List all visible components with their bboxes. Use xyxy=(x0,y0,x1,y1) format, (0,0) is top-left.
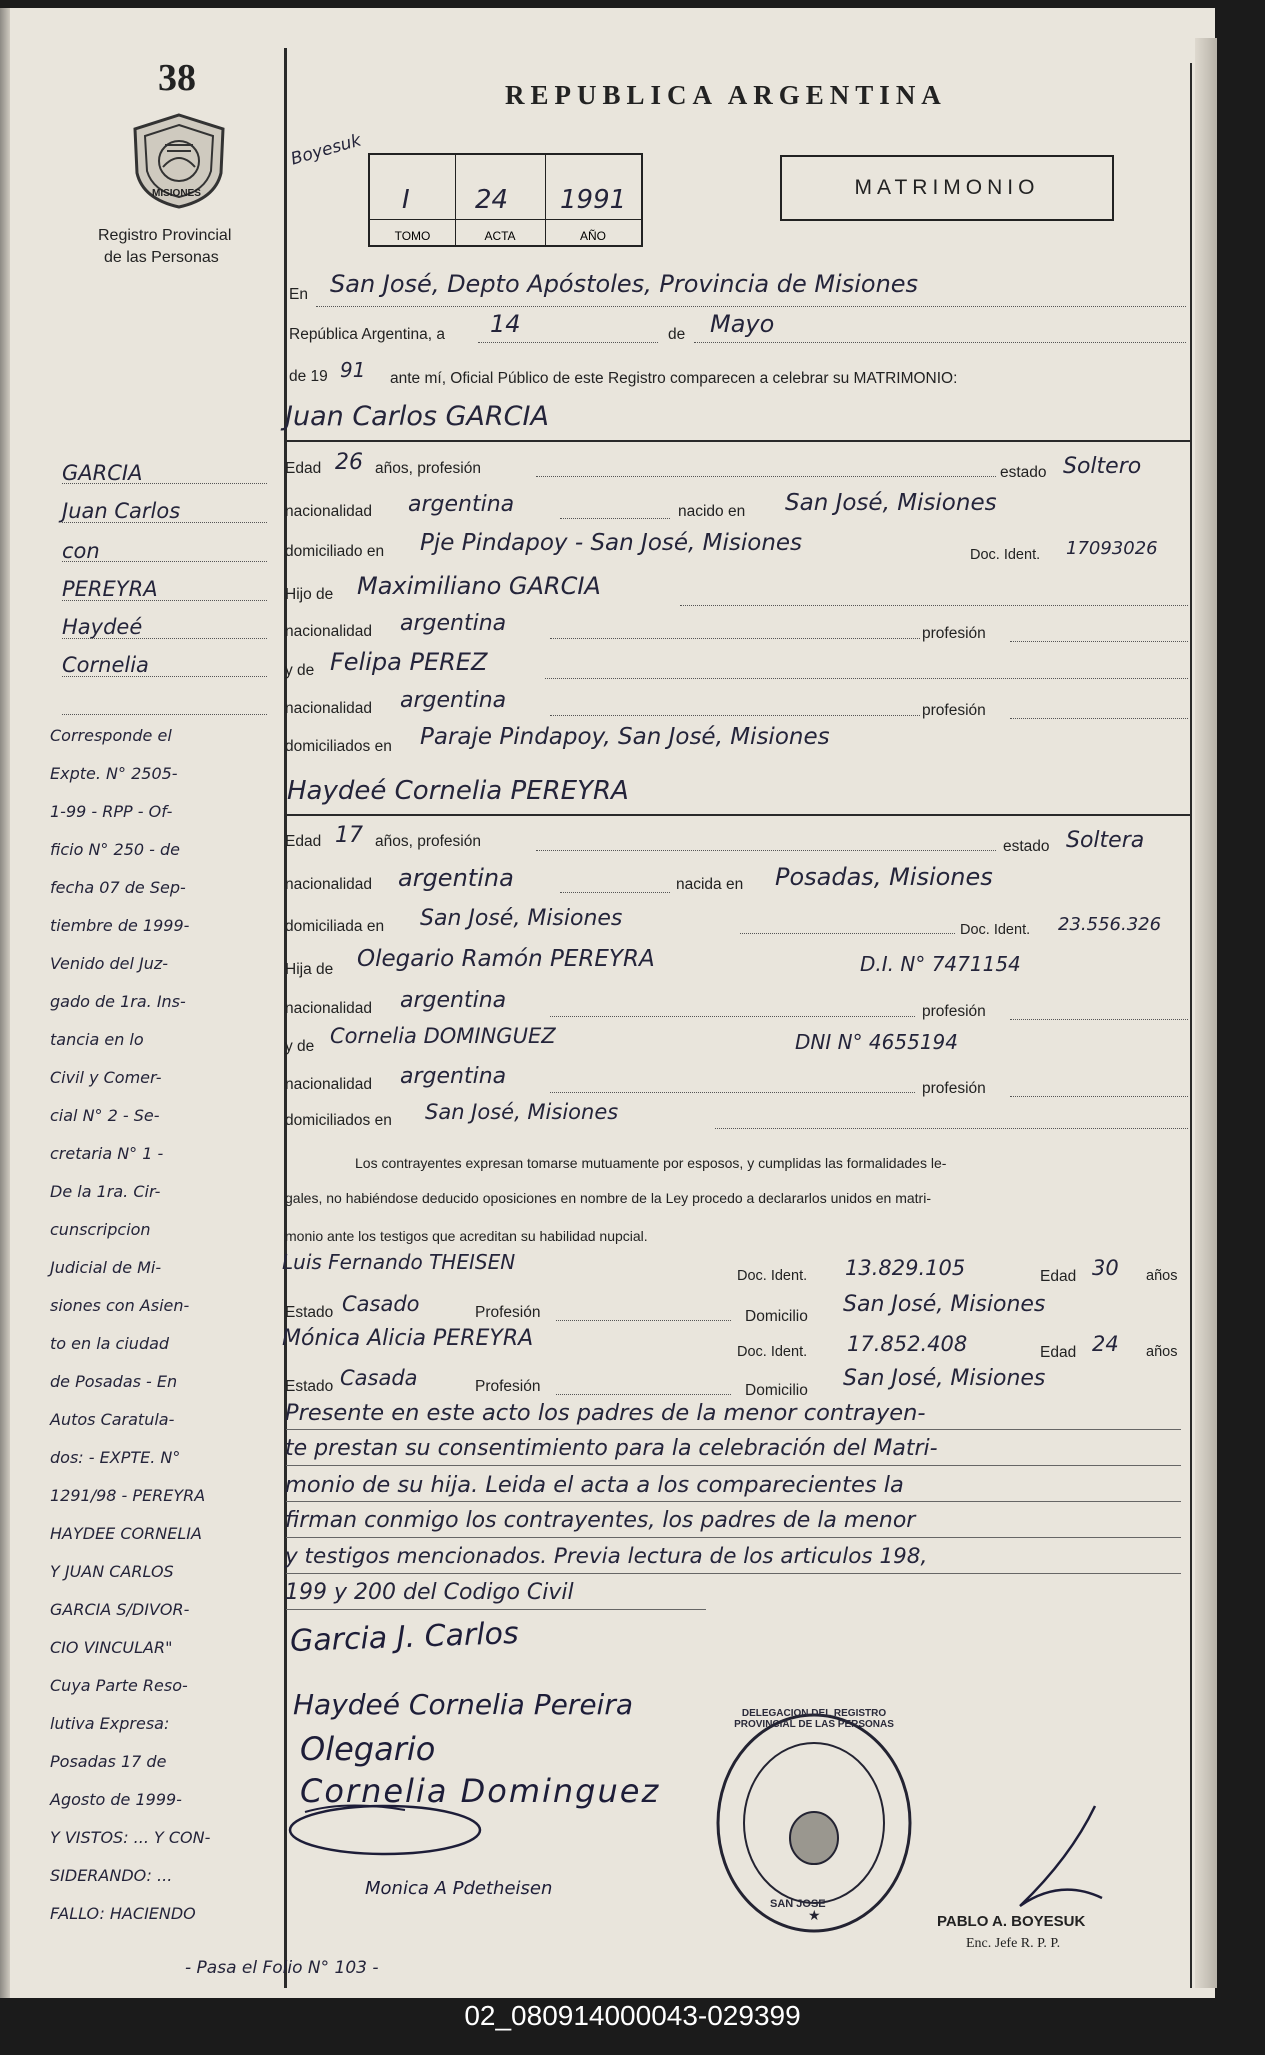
witness1-name: Luis Fernando THEISEN xyxy=(282,1250,516,1274)
bride-mother-doc: DNI N° 4655194 xyxy=(795,1030,959,1054)
bride-nat-label: nacionalidad xyxy=(285,876,373,893)
margin-note-line: cunscripcion xyxy=(50,1220,151,1239)
svg-text:★: ★ xyxy=(808,1907,821,1923)
bride-prof-label: años, profesión xyxy=(375,833,481,850)
witness2-age: 24 xyxy=(1092,1332,1119,1356)
bride-name: Haydeé Cornelia PEREYRA xyxy=(287,776,629,806)
bride-mother-nat: argentina xyxy=(400,1064,507,1089)
right-rule xyxy=(1190,63,1192,1988)
margin-note-line: 1291/98 - PEREYRA xyxy=(50,1486,206,1505)
margin-name: PEREYRA xyxy=(62,577,158,601)
margin-note-line: SIDERANDO: ... xyxy=(50,1866,173,1885)
margin-note-line: Y JUAN CARLOS xyxy=(50,1562,174,1581)
registry-line2: de las Personas xyxy=(104,249,219,266)
intro-en-label: En xyxy=(289,286,308,303)
groom-father-prof-label: profesión xyxy=(922,625,986,642)
groom-nat-label: nacionalidad xyxy=(285,503,373,520)
groom-father-nat-label: nacionalidad xyxy=(285,623,373,640)
groom-state: Soltero xyxy=(1063,454,1142,479)
margin-name: con xyxy=(62,539,100,563)
witness1-age: 30 xyxy=(1092,1256,1119,1280)
bride-mother-nat-label: nacionalidad xyxy=(285,1076,373,1093)
declaration-line1: Los contrayentes expresan tomarse mutuamente por esposos, y cumplidas las formalidades le- xyxy=(355,1155,947,1171)
witness2-state: Casada xyxy=(340,1366,418,1390)
marriage-month: Mayo xyxy=(710,310,775,338)
bride-father-prof-label: profesión xyxy=(922,1003,986,1020)
document-type-box: MATRIMONIO xyxy=(780,155,1114,221)
bride-parents-dom: San José, Misiones xyxy=(425,1100,619,1124)
ano-label: AÑO xyxy=(579,229,606,243)
witness1-age-label: Edad xyxy=(1040,1268,1077,1285)
marriage-place: San José, Depto Apóstoles, Provincia de Misiones xyxy=(330,270,919,298)
official-name: PABLO A. BOYESUK xyxy=(937,1913,1086,1930)
margin-note-line: siones con Asien- xyxy=(50,1296,190,1315)
groom-domicile: Pje Pindapoy - San José, Misiones xyxy=(420,530,803,556)
witness2-doc-label: Doc. Ident. xyxy=(737,1344,808,1360)
witness1-state: Casado xyxy=(342,1292,420,1316)
witness2-domicile: San José, Misiones xyxy=(843,1366,1046,1391)
stamp-place: SAN JOSE xyxy=(770,1898,826,1910)
groom-prof-label: años, profesión xyxy=(375,460,481,477)
scan-reference-code: 02_080914000043-029399 xyxy=(464,2000,801,2031)
groom-mother-nat: argentina xyxy=(400,688,507,713)
bride-age: 17 xyxy=(335,823,363,848)
observation-line: y testigos mencionados. Previa lectura de los articulos 198, xyxy=(285,1544,928,1569)
bride-father-label: Hija de xyxy=(285,961,334,978)
margin-note-line: de Posadas - En xyxy=(50,1372,178,1391)
observation-line: monio de su hija. Leida el acta a los comparecientes la xyxy=(285,1472,904,1498)
groom-born-label: nacido en xyxy=(678,503,746,520)
bride-father: Olegario Ramón PEREYRA xyxy=(357,946,655,972)
groom-parents-dom-label: domiciliados en xyxy=(285,738,392,755)
marriage-day: 14 xyxy=(490,310,521,338)
observation-line: firman conmigo los contrayentes, los padres de la menor xyxy=(285,1508,916,1533)
bride-born-label: nacida en xyxy=(676,876,744,893)
provincial-seal-icon xyxy=(125,111,233,216)
witness1-domicile: San José, Misiones xyxy=(843,1292,1046,1317)
groom-mother-prof-label: profesión xyxy=(922,702,986,719)
acta-label: ACTA xyxy=(484,229,516,243)
book-spine xyxy=(0,8,10,1998)
margin-note-line: GARCIA S/DIVOR- xyxy=(50,1600,190,1619)
signature-bride: Haydeé Cornelia Pereira xyxy=(293,1688,633,1721)
witness2-dom-label: Domicilio xyxy=(745,1382,808,1399)
margin-bottom-note: - Pasa el Folio N° 103 - xyxy=(185,1958,379,1978)
witness1-years-label: años xyxy=(1146,1268,1178,1284)
republic-label: República Argentina, a xyxy=(289,326,445,343)
bride-birthplace: Posadas, Misiones xyxy=(775,863,993,891)
declaration-line3: monio ante los testigos que acreditan su habilidad nupcial. xyxy=(285,1228,648,1244)
observation-line: te prestan su consentimiento para la celebración del Matri- xyxy=(285,1436,938,1461)
signature-groom: Garcia J. Carlos xyxy=(289,1616,520,1659)
witness1-prof-label: Profesión xyxy=(475,1304,541,1321)
margin-note-line: tiembre de 1999- xyxy=(50,916,190,935)
bride-dom-label: domiciliada en xyxy=(285,918,385,935)
bride-mother-label: y de xyxy=(285,1038,315,1055)
margin-note-line: Civil y Comer- xyxy=(50,1068,162,1087)
bride-doc-label: Doc. Ident. xyxy=(960,922,1031,938)
margin-note-line: Judicial de Mi- xyxy=(50,1258,162,1277)
groom-father-nat: argentina xyxy=(400,611,507,636)
witness2-years-label: años xyxy=(1146,1344,1178,1360)
margin-note-line: dos: - EXPTE. N° xyxy=(50,1448,181,1467)
margin-note-line: Agosto de 1999- xyxy=(50,1790,182,1809)
registry-line1: Registro Provincial xyxy=(98,227,232,244)
groom-dom-label: domiciliado en xyxy=(285,543,385,560)
bride-age-label: Edad xyxy=(285,833,322,850)
groom-father-label: Hijo de xyxy=(285,586,334,603)
groom-age-label: Edad xyxy=(285,460,322,477)
witness1-state-label: Estado xyxy=(285,1304,334,1321)
groom-nationality: argentina xyxy=(408,492,515,517)
official-mark: Boyesuk xyxy=(288,130,364,170)
margin-note-line: to en la ciudad xyxy=(50,1334,170,1353)
margin-note-line: CIO VINCULAR" xyxy=(50,1638,173,1657)
official-title: Enc. Jefe R. P. P. xyxy=(966,1936,1061,1951)
signature-witness: Monica A Pdetheisen xyxy=(365,1878,553,1899)
margin-name: Haydeé xyxy=(62,615,143,639)
document-title: REPUBLICA ARGENTINA xyxy=(505,80,947,110)
witness2-doc: 17.852.408 xyxy=(847,1332,968,1356)
margin-note-line: HAYDEE CORNELIA xyxy=(50,1524,202,1543)
ano-value: 1991 xyxy=(560,185,627,215)
bride-nationality: argentina xyxy=(398,864,514,892)
bride-father-nat: argentina xyxy=(400,988,507,1013)
margin-note-line: FALLO: HACIENDO xyxy=(50,1904,196,1923)
margin-note-line: Venido del Juz- xyxy=(50,954,169,973)
stamp-text: DELEGACION DEL REGISTRO PROVINCIAL DE LAS PERSONAS xyxy=(734,1708,894,1730)
witness2-state-label: Estado xyxy=(285,1378,334,1395)
margin-note-line: cial N° 2 - Se- xyxy=(50,1106,160,1125)
declaration-line2: gales, no habiéndose deducido oposiciones en nombre de la Ley procedo a declararlos unidos en matri- xyxy=(285,1190,931,1206)
margin-note-line: De la 1ra. Cir- xyxy=(50,1182,161,1201)
groom-mother-nat-label: nacionalidad xyxy=(285,700,373,717)
margin-note-line: ficio N° 250 - de xyxy=(50,840,180,859)
signature-flourish-icon xyxy=(285,1798,505,1873)
margin-note-line: cretaria N° 1 - xyxy=(50,1144,164,1163)
bride-father-nat-label: nacionalidad xyxy=(285,1000,373,1017)
margin-name: GARCIA xyxy=(62,461,143,485)
witness2-age-label: Edad xyxy=(1040,1344,1077,1361)
signature-bride-mother: Cornelia Dominguez xyxy=(300,1772,661,1810)
witness2-prof-label: Profesión xyxy=(475,1378,541,1395)
page-number: 38 xyxy=(158,57,196,99)
bride-state-label: estado xyxy=(1003,838,1050,855)
de-label: de xyxy=(668,326,686,343)
margin-note-line: gado de 1ra. Ins- xyxy=(50,992,186,1011)
acta-value: 24 xyxy=(475,185,509,215)
bride-state: Soltera xyxy=(1066,828,1145,853)
tomo-acta-box xyxy=(368,153,643,247)
bride-father-doc: D.I. N° 7471154 xyxy=(860,952,1021,976)
tomo-label: TOMO xyxy=(394,229,431,243)
bride-domicile: San José, Misiones xyxy=(420,906,623,931)
groom-parents-dom: Paraje Pindapoy, San José, Misiones xyxy=(420,724,830,750)
margin-rule xyxy=(284,48,287,1988)
year-prefix: de 19 xyxy=(289,368,328,385)
observation-line: Presente en este acto los padres de la menor contrayen- xyxy=(285,1400,926,1426)
groom-doc: 17093026 xyxy=(1066,538,1158,559)
witness1-doc-label: Doc. Ident. xyxy=(737,1268,808,1284)
signature-bride-father: Olegario xyxy=(300,1730,436,1768)
witness1-dom-label: Domicilio xyxy=(745,1308,808,1325)
groom-birthplace: San José, Misiones xyxy=(785,490,997,516)
bride-mother: Cornelia DOMINGUEZ xyxy=(330,1024,556,1048)
witness1-doc: 13.829.105 xyxy=(845,1256,966,1280)
margin-note-line: fecha 07 de Sep- xyxy=(50,878,186,897)
margin-note-line: Y VISTOS: ... Y CON- xyxy=(50,1828,211,1847)
groom-age: 26 xyxy=(335,450,363,475)
groom-mother: Felipa PEREZ xyxy=(330,648,488,676)
page-edge xyxy=(1195,38,1217,1988)
margin-note-line: Cuya Parte Reso- xyxy=(50,1676,188,1695)
tomo-value: I xyxy=(402,185,410,215)
margin-note-line: Autos Caratula- xyxy=(50,1410,175,1429)
margin-note-line: lutiva Expresa: xyxy=(50,1714,170,1733)
marriage-year: 91 xyxy=(340,358,366,382)
bride-mother-prof-label: profesión xyxy=(922,1080,986,1097)
groom-father: Maximiliano GARCIA xyxy=(357,572,601,600)
observation-line: 199 y 200 del Codigo Civil xyxy=(285,1580,574,1605)
intro-statement: ante mí, Oficial Público de este Registro comparecen a celebrar su MATRIMONIO: xyxy=(390,370,958,387)
margin-note-line: Expte. N° 2505- xyxy=(50,764,178,783)
groom-doc-label: Doc. Ident. xyxy=(970,547,1041,563)
margin-note-line: Corresponde el xyxy=(50,726,172,745)
bride-parents-dom-label: domiciliados en xyxy=(285,1112,392,1129)
margin-annotation xyxy=(50,726,278,1942)
witness2-name: Mónica Alicia PEREYRA xyxy=(282,1326,534,1351)
margin-note-line: tancia en lo xyxy=(50,1030,144,1049)
groom-state-label: estado xyxy=(1000,464,1047,481)
bride-doc: 23.556.326 xyxy=(1058,914,1162,935)
groom-mother-label: y de xyxy=(285,662,315,679)
margin-name: Cornelia xyxy=(62,653,149,677)
groom-name: Juan Carlos GARCIA xyxy=(285,401,549,432)
official-signature-icon xyxy=(1000,1798,1110,1923)
margin-name: Juan Carlos xyxy=(62,499,181,523)
margin-note-line: Posadas 17 de xyxy=(50,1752,167,1771)
margin-note-line: 1-99 - RPP - Of- xyxy=(50,802,173,821)
seal-caption: MISIONES xyxy=(152,188,201,199)
document-page xyxy=(0,8,1215,1998)
